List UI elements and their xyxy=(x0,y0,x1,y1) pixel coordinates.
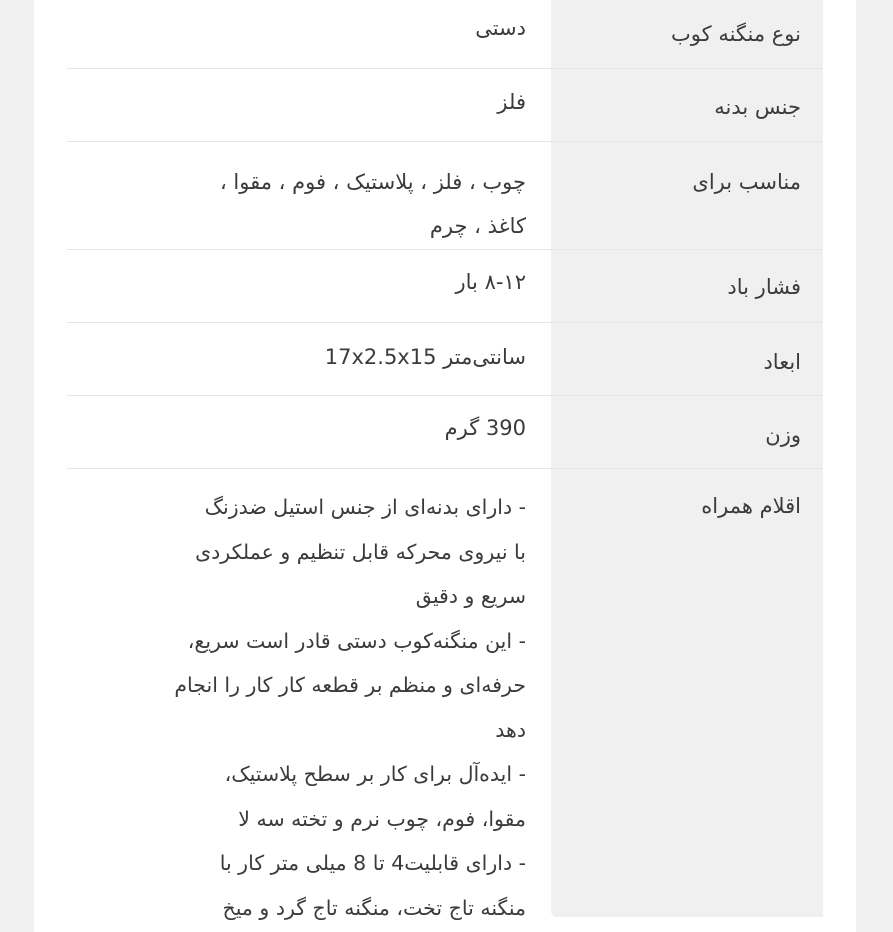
spec-row-dimensions xyxy=(67,323,823,396)
spec-value: فلز xyxy=(497,90,526,114)
spec-row-air-pressure xyxy=(67,250,823,323)
spec-key: مناسب برای xyxy=(551,142,823,249)
spec-value: چوب ، فلز ، پلاستیک ، فوم ، مقوا ، کاغذ ، چرم xyxy=(219,170,526,238)
spec-key: وزن xyxy=(551,396,823,468)
spec-key: نوع منگنه کوب xyxy=(551,0,823,68)
specifications-table xyxy=(67,0,823,923)
spec-row-stapler-type xyxy=(67,0,823,69)
spec-value: دستی xyxy=(475,16,526,40)
spec-row-body-material xyxy=(67,69,823,142)
spec-row-included-items xyxy=(67,469,823,923)
spec-value: سانتی‌متر 17x2.5x15 xyxy=(324,345,526,369)
spec-value: - دارای بدنه‌ای از جنس استیل ضدزنگ با نیروی محرکه قابل تنظیم و عملکردی سریع و دقیق - این منگنه‌کوب دستی قادر است سریع، حرفه‌ای و منظم بر قطعه کار کار را انجام دهد - ایده‌آل برای کار بر سطح پلاستیک، مقوا، فوم، چوب نرم و تخته سه لا - دارای قابلیت4 تا 8 میلی متر کار با منگنه تاج تخت، منگنه تاج گرد و میخ xyxy=(174,495,526,920)
spec-key: اقلام همراه xyxy=(551,469,823,917)
spec-key: فشار باد xyxy=(551,250,823,322)
spec-value: ۸-۱۲ بار xyxy=(455,270,526,294)
spec-row-suitable-for xyxy=(67,142,823,250)
spec-key: جنس بدنه xyxy=(551,69,823,141)
spec-value: 390 گرم xyxy=(444,416,526,440)
spec-key: ابعاد xyxy=(551,323,823,395)
spec-row-weight xyxy=(67,396,823,469)
